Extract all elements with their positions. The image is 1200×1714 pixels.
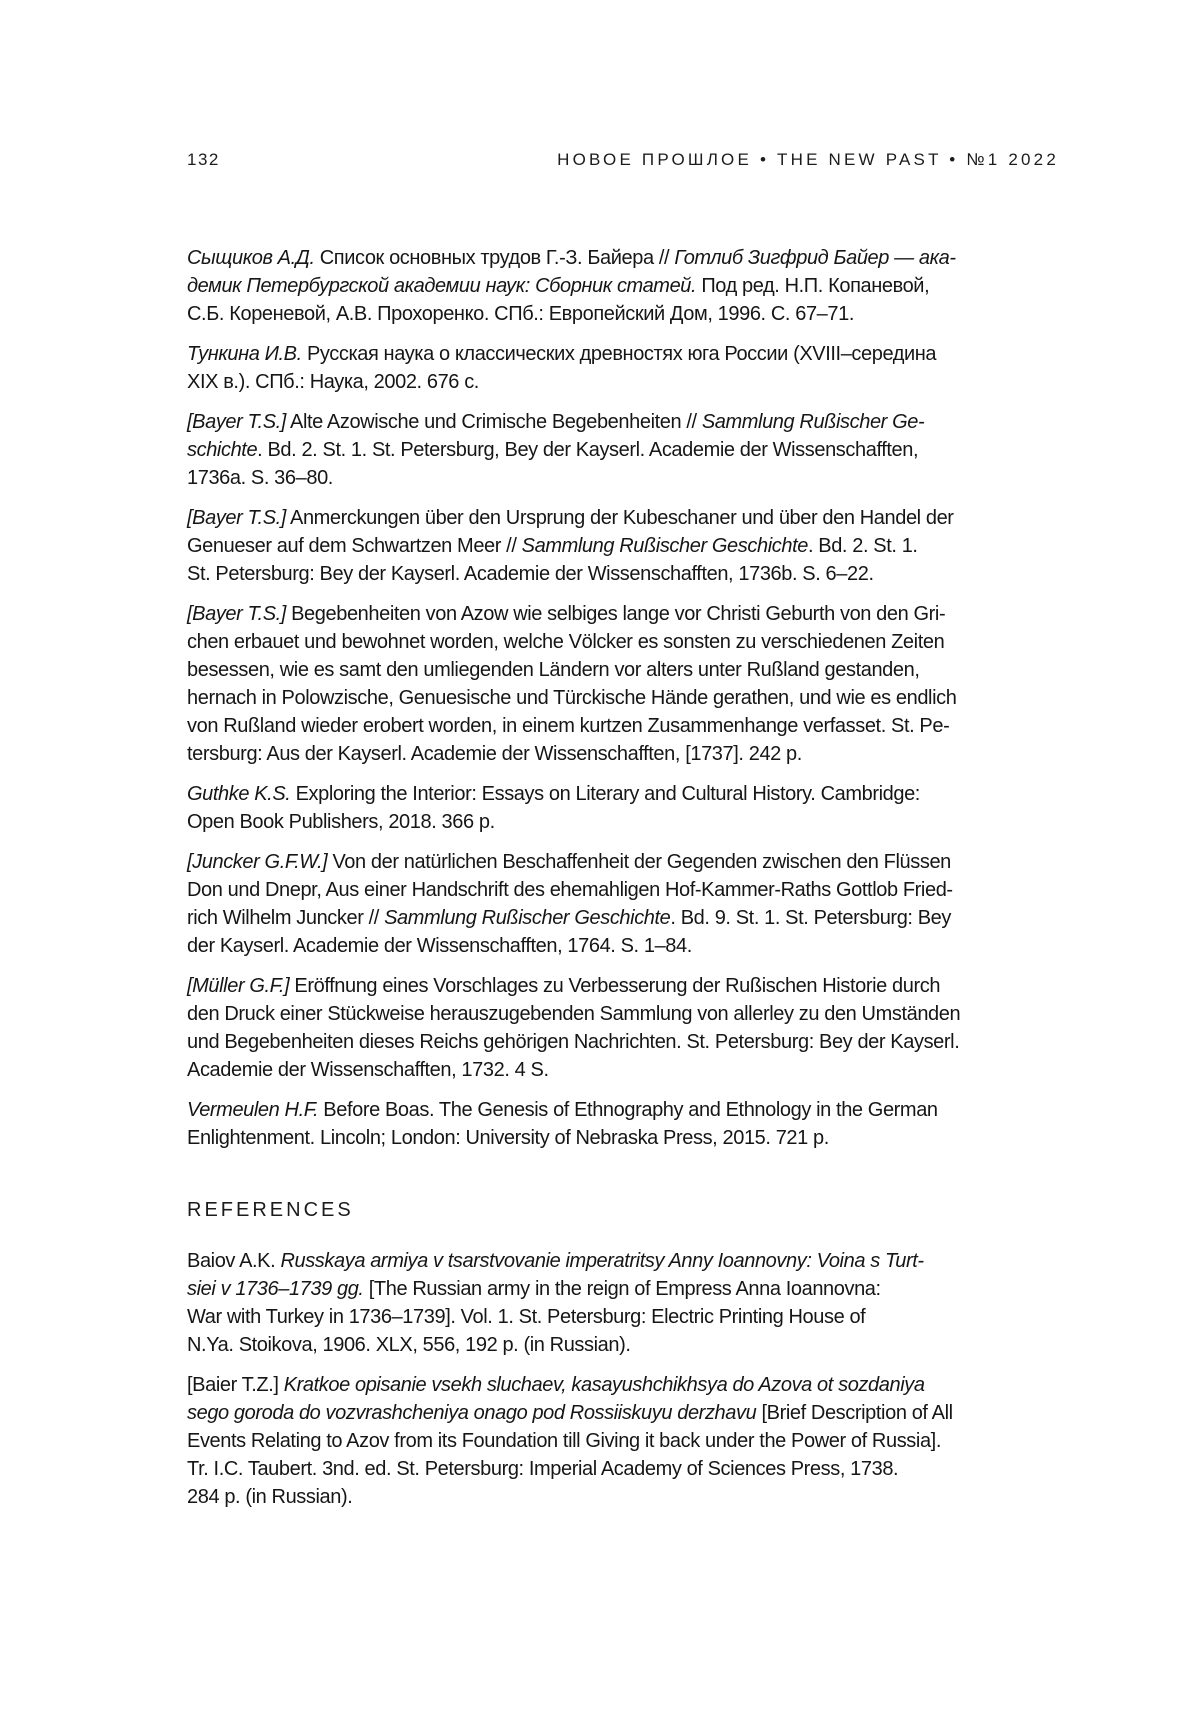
page-number: 132 xyxy=(187,150,220,169)
bibliography-list xyxy=(187,244,1059,1152)
bibliography-entry: Vermeulen H.F. Before Boas. The Genesis of Ethnography and Ethnology in the German Enlightenment. Lincoln; London: University of Nebraska Press, 2015. 721 p. xyxy=(187,1099,938,1149)
bibliography-entry: [Juncker G.F.W.] Von der natürlichen Beschaffenheit der Gegenden zwischen den Flüssen Don und Dnepr, Aus einer Handschrift des ehemahligen Hof-Kammer-Raths Gottlob Fried- rich Wilhelm Juncker // Sammlung Rußischer Geschichte. Bd. 9. St. 1. St. Petersburg: Bey der Kayserl. Academie der Wissenschafften, 1764. S. 1–84. xyxy=(187,851,953,957)
reference-entry: [Baier T.Z.] Kratkoe opisanie vsekh sluchaev, kasayushchikhsya do Azova ot sozdaniya sego goroda do vozvrashcheniya onago pod Rossiiskuyu derzhavu [Brief Description of All Events Relating to Azov from its Foundation till Giving it back under the Power of Russia]. Tr. I.C. Taubert. 3nd. ed. St. Petersburg: Imperial Academy of Sciences Press, 1738. 284 p. (in Russian). xyxy=(187,1374,953,1508)
reference-entry: Baiov A.K. Russkaya armiya v tsarstvovanie imperatritsy Anny Ioannovny: Voina s Turt- siei v 1736–1739 gg. [The Russian army in the reign of Empress Anna Ioannovna: War with Turkey in 1736–1739]. Vol. 1. St. Petersburg: Electric Printing House of N.Ya. Stoikova, 1906. XLX, 556, 192 p. (in Russian). xyxy=(187,1250,924,1356)
bibliography-entry: Guthke K.S. Exploring the Interior: Essays on Literary and Cultural History. Cambridge: Open Book Publishers, 2018. 366 p. xyxy=(187,783,920,833)
page-header xyxy=(187,150,1059,170)
journal-running-title: НОВОЕ ПРОШЛОЕ • THE NEW PAST • №1 2022 xyxy=(557,150,1059,169)
bibliography-entry: [Bayer T.S.] Begebenheiten von Azow wie selbiges lange vor Christi Geburth von den Gri- chen erbauet und bewohnet worden, welche Völcker es sonsten zu verschiedenen Zeiten besessen, wie es samt den umliegenden Ländern vor alters unter Rußland gestanden, hernach in Polowzische, Genuesische und Türckische Hände gerathen, und wie es endlich von Rußland wieder erobert worden, in einem kurtzen Zusammenhange verfasset. St. Pe- tersburg: Aus der Kayserl. Academie der Wissenschafften, [1737]. 242 p. xyxy=(187,603,957,765)
bibliography-entry: Сыщиков А.Д. Список основных трудов Г.-З. Байера // Готлиб Зигфрид Байер — ака- демик Петербургской академии наук: Сборник статей. Под ред. Н.П. Копаневой, С.Б. Кореневой, А.В. Прохоренко. СПб.: Европейский Дом, 1996. С. 67–71. xyxy=(187,247,956,325)
bibliography-entry: [Müller G.F.] Eröffnung eines Vorschlages zu Verbesserung der Rußischen Historie durch den Druck einer Stückweise herauszugebenden Sammlung von allerley zu den Umständen und Begebenheiten dieses Reichs gehörigen Nachrichten. St. Petersburg: Bey der Kayserl. Academie der Wissenschafften, 1732. 4 S. xyxy=(187,975,961,1081)
references-heading: REFERENCES xyxy=(187,1199,354,1221)
bibliography-entry: [Bayer T.S.] Alte Azowische und Crimische Begebenheiten // Sammlung Rußischer Ge- schichte. Bd. 2. St. 1. St. Petersburg, Bey der Kayserl. Academie der Wissenschafften, 1736a. S. 36–80. xyxy=(187,411,925,489)
references-list xyxy=(187,1247,1059,1511)
page-content xyxy=(187,244,1059,1523)
bibliography-entry: Тункина И.В. Русская наука о классических древностях юга России (XVIII–середина XIX в.). СПб.: Наука, 2002. 676 с. xyxy=(187,343,937,393)
bibliography-entry: [Bayer T.S.] Anmerckungen über den Ursprung der Kubeschaner und über den Handel der Genueser auf dem Schwartzen Meer // Sammlung Rußischer Geschichte. Bd. 2. St. 1. St. Petersburg: Bey der Kayserl. Academie der Wissenschafften, 1736b. S. 6–22. xyxy=(187,507,954,585)
